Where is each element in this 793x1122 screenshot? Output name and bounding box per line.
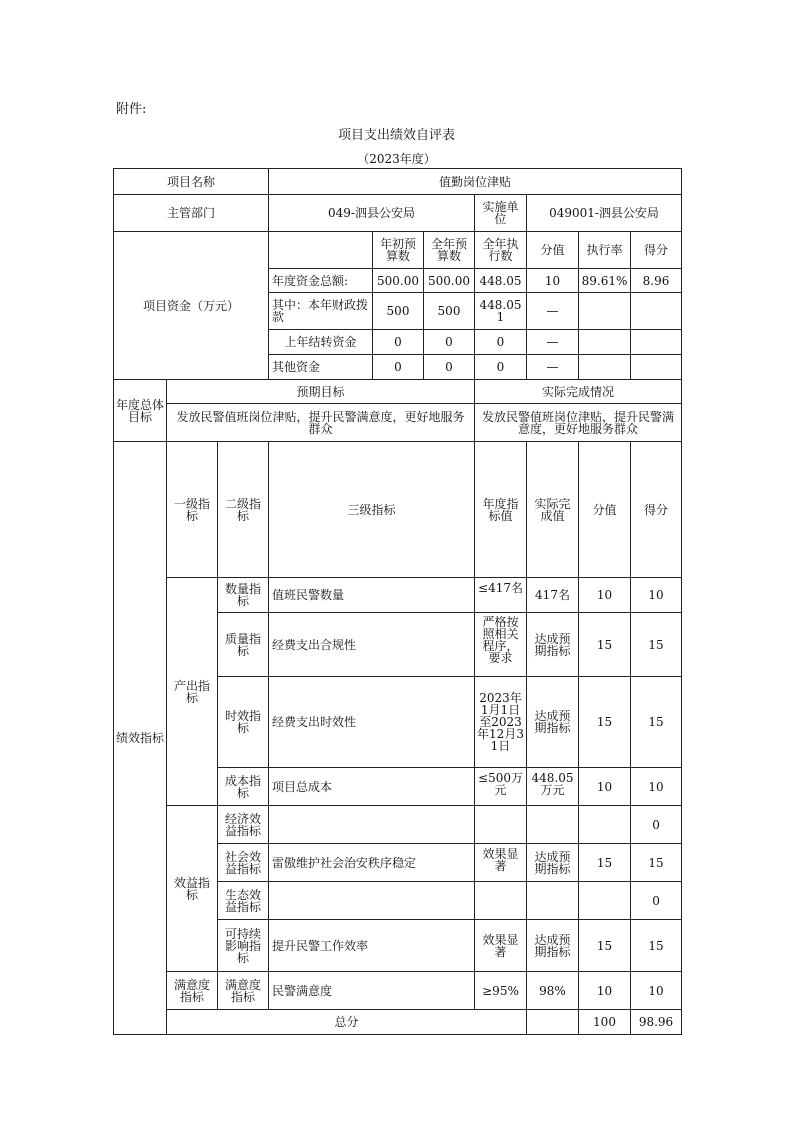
actual-cell: 98% [527, 972, 579, 1010]
funds-row-score [631, 330, 682, 355]
actual-cell: 达成预期指标 [527, 677, 579, 768]
level2-cell: 可持续影响指标 [218, 920, 269, 972]
actual-cell [527, 882, 579, 920]
actual-cell: 417名 [527, 578, 579, 613]
funds-row-initial: 500.00 [373, 269, 424, 293]
funds-header-exec: 全年执行数 [475, 232, 527, 269]
funds-row-rate [579, 355, 631, 380]
funds-row-initial: 500 [373, 293, 424, 330]
project-name-label: 项目名称 [114, 169, 269, 195]
weight-cell: 15 [579, 844, 631, 882]
level2-cell: 时效指标 [218, 677, 269, 768]
funds-header-rate: 执行率 [579, 232, 631, 269]
actual-result-header: 实际完成情况 [475, 380, 682, 404]
weight-cell [579, 806, 631, 844]
funds-row-exec: 0 [475, 355, 527, 380]
level3-cell: 值班民警数量 [269, 578, 475, 613]
level3-cell: 民警满意度 [269, 972, 475, 1010]
funds-row-full: 500 [424, 293, 475, 330]
funds-row-exec: 0 [475, 330, 527, 355]
weight-cell: 15 [579, 677, 631, 768]
page-title: 项目支出绩效自评表 [337, 128, 455, 143]
funds-row-rate: 89.61% [579, 269, 631, 293]
funds-row-weight: — [527, 330, 579, 355]
funds-header-initial: 年初预算数 [373, 232, 424, 269]
weight-cell [579, 882, 631, 920]
funds-row-initial: 0 [373, 355, 424, 380]
funds-row-weight: — [527, 355, 579, 380]
actual-result-text: 发放民警值班岗位津贴，提升民警满意度，更好地服务群众 [475, 404, 682, 442]
perf-header-level3: 三级指标 [269, 442, 475, 578]
perf-header-weight: 分值 [579, 442, 631, 578]
level3-cell: 经费支出时效性 [269, 677, 475, 768]
weight-cell: 10 [579, 768, 631, 806]
score-cell: 15 [631, 613, 682, 677]
perf-header-target: 年度指标值 [475, 442, 527, 578]
actual-cell [527, 806, 579, 844]
funds-header-full: 全年预算数 [424, 232, 475, 269]
funds-label: 项目资金（万元） [114, 232, 269, 380]
funds-row-weight: — [527, 293, 579, 330]
level3-cell: 提升民警工作效率 [269, 920, 475, 972]
actual-cell: 达成预期指标 [527, 844, 579, 882]
weight-cell: 15 [579, 613, 631, 677]
score-cell: 10 [631, 768, 682, 806]
score-cell: 15 [631, 677, 682, 768]
year-label: （2023年度） [357, 152, 436, 166]
target-cell [475, 806, 527, 844]
level2-cell: 数量指标 [218, 578, 269, 613]
impl-unit-label: 实施单位 [475, 195, 527, 232]
funds-row-label: 其他资金 [269, 355, 373, 380]
funds-row-rate [579, 293, 631, 330]
funds-header-weight: 分值 [527, 232, 579, 269]
score-cell: 0 [631, 806, 682, 844]
level3-cell: 经费支出合规性 [269, 613, 475, 677]
total-label: 总分 [167, 1010, 527, 1035]
funds-row-full: 500.00 [424, 269, 475, 293]
funds-row-label: 上年结转资金 [269, 330, 373, 355]
total-blank [527, 1010, 579, 1035]
weight-cell: 10 [579, 972, 631, 1010]
target-cell: 效果显著 [475, 920, 527, 972]
expected-goal-text: 发放民警值班岗位津贴，提升民警满意度，更好地服务群众 [167, 404, 475, 442]
target-cell: 严格按照相关程序，要求 [475, 613, 527, 677]
level3-cell [269, 806, 475, 844]
funds-header-score: 得分 [631, 232, 682, 269]
total-score: 98.96 [631, 1010, 682, 1035]
satisfaction-indicators-label: 满意度指标 [167, 972, 218, 1010]
weight-cell: 10 [579, 578, 631, 613]
funds-row-full: 0 [424, 330, 475, 355]
funds-row-weight: 10 [527, 269, 579, 293]
perf-header-score: 得分 [631, 442, 682, 578]
dept-label: 主管部门 [114, 195, 269, 232]
score-cell: 15 [631, 844, 682, 882]
expected-goal-header: 预期目标 [167, 380, 475, 404]
annual-goal-label: 年度总体目标 [114, 380, 167, 442]
funds-row-exec: 448.05 [475, 269, 527, 293]
dept-value: 049-泗县公安局 [269, 195, 475, 232]
funds-header-blank [269, 232, 373, 269]
level2-cell: 质量指标 [218, 613, 269, 677]
funds-row-label: 其中：本年财政拨款 [269, 293, 373, 330]
funds-row-label: 年度资金总额: [269, 269, 373, 293]
level2-cell: 生态效益指标 [218, 882, 269, 920]
actual-cell: 达成预期指标 [527, 920, 579, 972]
weight-cell: 15 [579, 920, 631, 972]
funds-row-exec: 448.051 [475, 293, 527, 330]
target-cell: 效果显著 [475, 844, 527, 882]
attachment-label: 附件: [116, 102, 147, 117]
target-cell: ≤500万元 [475, 768, 527, 806]
level2-cell: 社会效益指标 [218, 844, 269, 882]
target-cell: 2023年1月1日至2023年12月31日 [475, 677, 527, 768]
self-evaluation-table [113, 168, 682, 1035]
funds-row-full: 0 [424, 355, 475, 380]
level2-cell: 满意度指标 [218, 972, 269, 1010]
level2-cell: 成本指标 [218, 768, 269, 806]
total-weight: 100 [579, 1010, 631, 1035]
funds-row-initial: 0 [373, 330, 424, 355]
score-cell: 15 [631, 920, 682, 972]
perf-header-level1: 一级指标 [167, 442, 218, 578]
level3-cell: 项目总成本 [269, 768, 475, 806]
project-name-value: 值勤岗位津贴 [269, 169, 682, 195]
funds-row-score: 8.96 [631, 269, 682, 293]
perf-indicators-label: 绩效指标 [114, 442, 167, 1035]
target-cell: ≥95% [475, 972, 527, 1010]
level3-cell [269, 882, 475, 920]
perf-header-actual: 实际完成值 [527, 442, 579, 578]
score-cell: 10 [631, 578, 682, 613]
benefit-indicators-label: 效益指标 [167, 806, 218, 972]
funds-row-rate [579, 330, 631, 355]
impl-unit-value: 049001-泗县公安局 [527, 195, 682, 232]
score-cell: 10 [631, 972, 682, 1010]
actual-cell: 达成预期指标 [527, 613, 579, 677]
perf-header-level2: 二级指标 [218, 442, 269, 578]
output-indicators-label: 产出指标 [167, 578, 218, 806]
actual-cell: 448.05万元 [527, 768, 579, 806]
funds-row-score [631, 355, 682, 380]
funds-row-score [631, 293, 682, 330]
target-cell [475, 882, 527, 920]
score-cell: 0 [631, 882, 682, 920]
target-cell: ≤417名 [475, 578, 527, 613]
level3-cell: 雷傲维护社会治安秩序稳定 [269, 844, 475, 882]
level2-cell: 经济效益指标 [218, 806, 269, 844]
